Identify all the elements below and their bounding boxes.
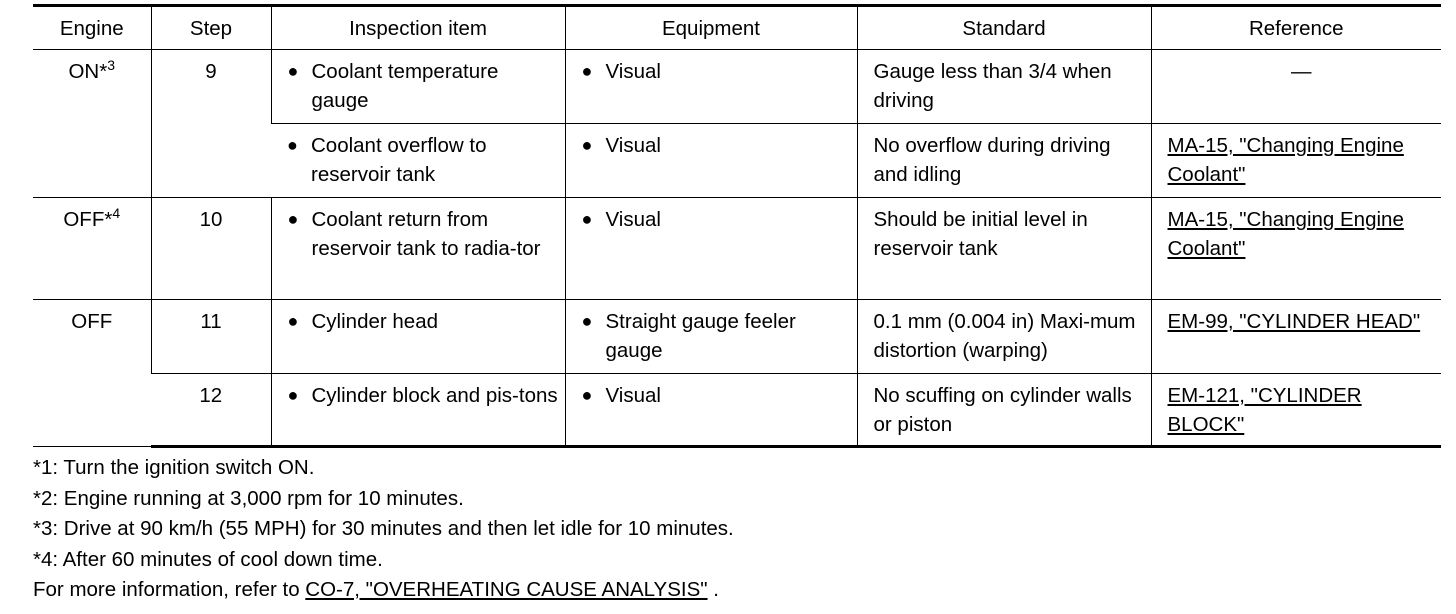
table-row	[33, 374, 1441, 447]
equipment: Visual	[605, 384, 661, 407]
reference-link[interactable]: EM-121, "CYLINDER BLOCK"	[1167, 384, 1362, 436]
footnote-4: *4: After 60 minutes of cool down time.	[33, 547, 383, 571]
more-info-line	[33, 575, 1441, 606]
engine-cell	[33, 198, 151, 300]
bullet-icon: ●	[287, 311, 299, 331]
footnote-ref: 3	[107, 57, 116, 74]
standard-cell	[857, 300, 1151, 374]
reference-cell	[1151, 50, 1441, 124]
bullet-icon: ●	[581, 135, 593, 155]
reference-none: —	[1291, 60, 1312, 83]
equipment-cell	[565, 198, 857, 300]
bullet-icon: ●	[287, 209, 299, 229]
footnote-2: *2: Engine running at 3,000 rpm for 10 minutes.	[33, 486, 464, 510]
footnote-ref: 4	[112, 205, 121, 222]
header-engine: Engine	[33, 6, 151, 50]
engine-state: OFF*	[63, 208, 113, 231]
inspection-item-cell	[271, 50, 565, 124]
equipment-cell	[565, 374, 857, 447]
more-info-suffix: .	[707, 578, 719, 601]
equipment: Visual	[605, 208, 661, 231]
inspection-item: Cylinder head	[311, 310, 438, 333]
reference-cell	[1151, 374, 1441, 447]
overheating-analysis-link[interactable]: CO-7, "OVERHEATING CAUSE ANALYSIS"	[305, 578, 708, 601]
standard-cell	[857, 50, 1151, 124]
equipment-cell	[565, 124, 857, 198]
equipment: Visual	[605, 134, 661, 157]
header-standard: Standard	[857, 6, 1151, 50]
step-number: 10	[199, 208, 223, 231]
reference-link[interactable]: EM-99, "CYLINDER HEAD"	[1167, 310, 1421, 333]
header-step: Step	[151, 6, 271, 50]
standard: Should be initial level in reservoir tank	[873, 208, 1088, 260]
bullet-icon: ●	[287, 61, 299, 81]
standard: Gauge less than 3/4 when driving	[873, 60, 1112, 112]
step-cell	[151, 50, 271, 198]
footnote-3: *3: Drive at 90 km/h (55 MPH) for 30 minutes and then let idle for 10 minutes.	[33, 517, 734, 540]
reference-link[interactable]: MA-15, "Changing Engine Coolant"	[1167, 208, 1404, 260]
standard-cell	[857, 124, 1151, 198]
engine-state: OFF	[71, 310, 113, 333]
table-row	[33, 198, 1441, 300]
standard: No scuffing on cylinder walls or piston	[873, 384, 1132, 436]
reference-cell	[1151, 300, 1441, 374]
inspection-item-cell	[271, 374, 565, 447]
step-cell	[151, 300, 271, 374]
reference-link[interactable]: MA-15, "Changing Engine Coolant"	[1167, 134, 1404, 186]
equipment-cell	[565, 50, 857, 124]
inspection-item-cell	[271, 300, 565, 374]
standard-cell	[857, 374, 1151, 447]
step-number: 9	[205, 60, 217, 83]
standard: 0.1 mm (0.004 in) Maxi-mum distortion (warping)	[873, 310, 1136, 362]
equipment: Visual	[605, 60, 661, 83]
inspection-item: Coolant return from reservoir tank to radia-tor	[311, 208, 541, 260]
inspection-item-cell	[271, 124, 565, 198]
header-reference: Reference	[1151, 6, 1441, 50]
engine-cell	[33, 50, 151, 198]
header-inspection-item: Inspection item	[271, 6, 565, 50]
inspection-item: Coolant temperature gauge	[311, 60, 499, 112]
step-number: 11	[200, 310, 222, 333]
header-row	[33, 6, 1441, 50]
inspection-table	[33, 4, 1441, 448]
table-row	[33, 300, 1441, 374]
bullet-icon: ●	[287, 135, 298, 155]
document	[33, 4, 1441, 606]
footnotes	[33, 453, 1441, 606]
step-cell	[151, 198, 271, 300]
engine-cell	[33, 300, 151, 447]
bullet-icon: ●	[581, 209, 593, 229]
table-row	[33, 50, 1441, 124]
footnote-1: *1: Turn the ignition switch ON.	[33, 456, 315, 479]
step-number: 12	[199, 384, 223, 407]
header-equipment: Equipment	[565, 6, 857, 50]
standard: No overflow during driving and idling	[873, 134, 1111, 186]
inspection-item: Cylinder block and pis-tons	[311, 384, 558, 407]
equipment-cell	[565, 300, 857, 374]
bullet-icon: ●	[287, 385, 299, 405]
bullet-icon: ●	[581, 61, 593, 81]
reference-cell	[1151, 124, 1441, 198]
inspection-item-cell	[271, 198, 565, 300]
step-cell	[151, 374, 271, 447]
inspection-item: Coolant overflow to reservoir tank	[311, 134, 487, 186]
standard-cell	[857, 198, 1151, 300]
more-info-prefix: For more information, refer to	[33, 578, 306, 601]
engine-state: ON*	[68, 60, 108, 83]
bullet-icon: ●	[581, 385, 593, 405]
equipment: Straight gauge feeler gauge	[605, 310, 796, 362]
bullet-icon: ●	[581, 311, 593, 331]
reference-cell	[1151, 198, 1441, 300]
